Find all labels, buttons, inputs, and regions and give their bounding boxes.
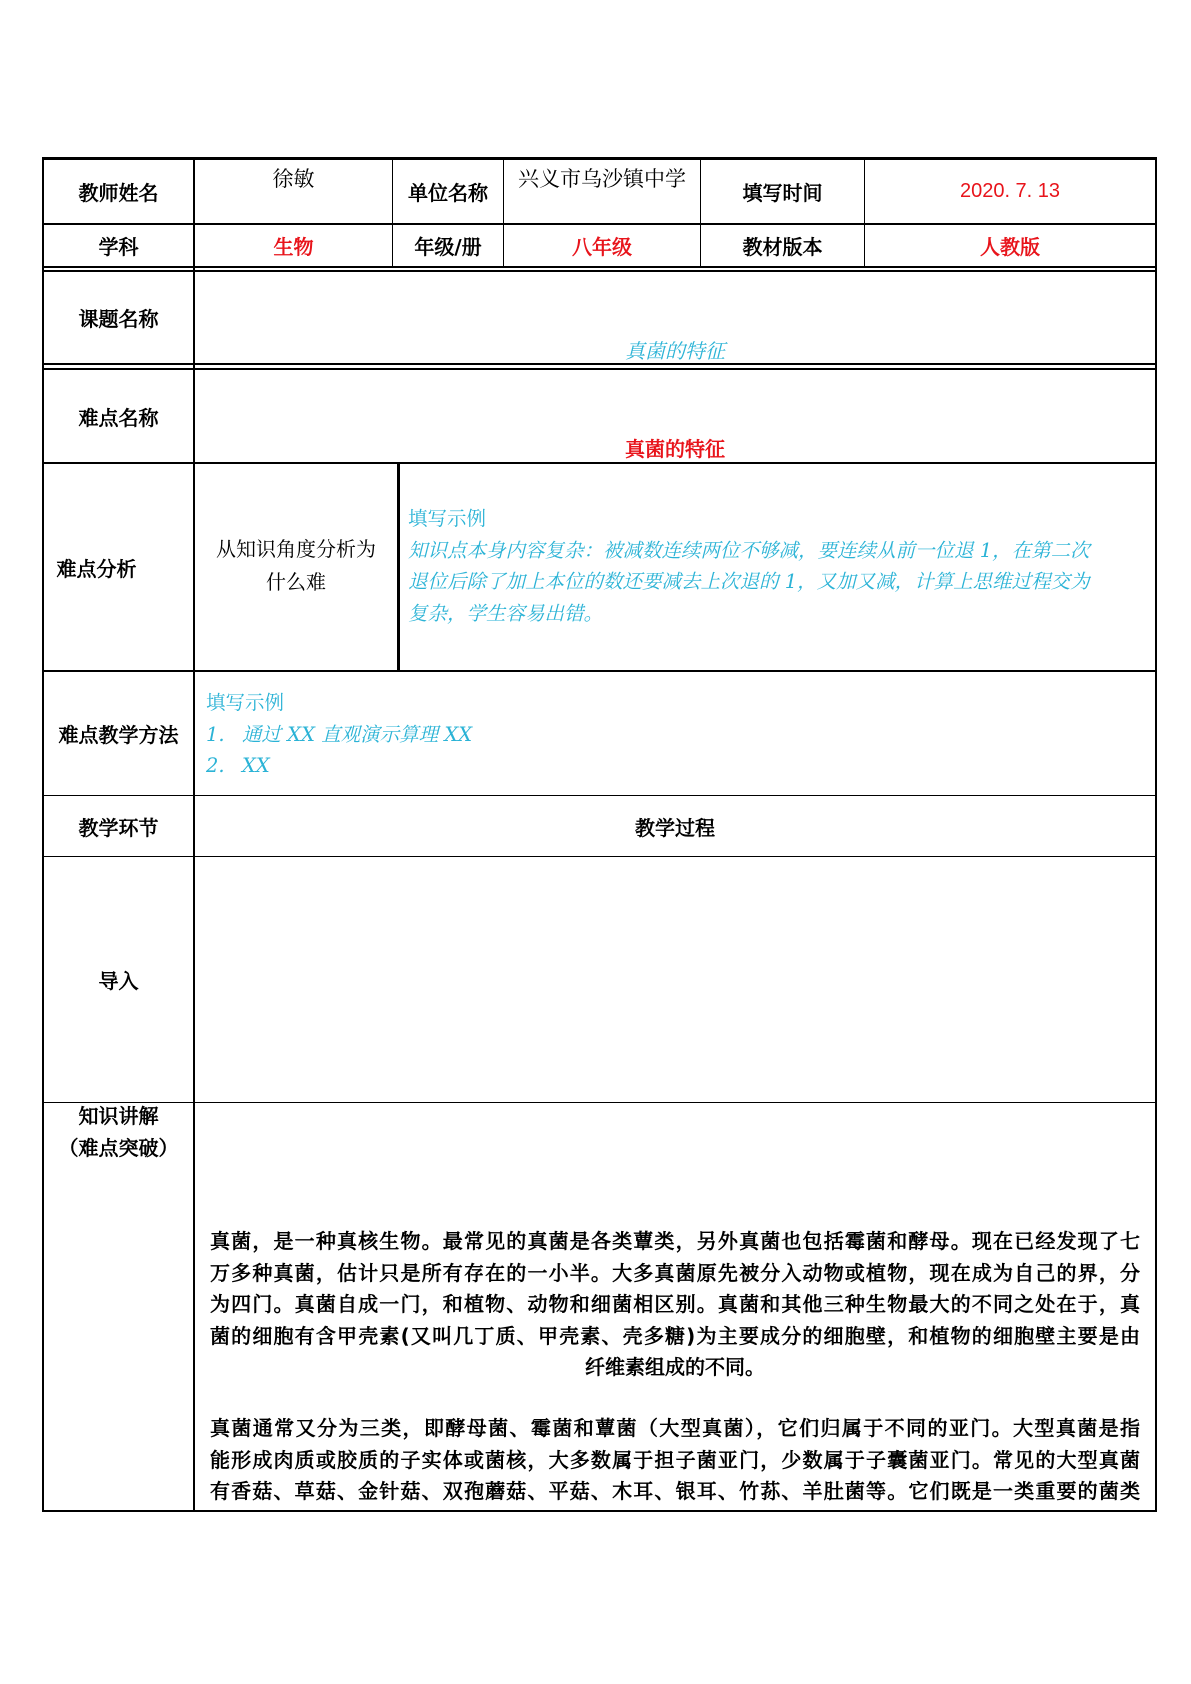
method-item-number: 1. xyxy=(206,722,225,746)
method-example-title: 填写示例 xyxy=(206,691,285,714)
row-divider xyxy=(42,363,1157,365)
method-item xyxy=(206,719,1106,751)
paragraph-line: 纤维素组成的不同。 xyxy=(585,1355,765,1379)
knowledge-label-line: 知识讲解 xyxy=(78,1104,159,1128)
analysis-example xyxy=(408,503,1153,629)
grade-value: 八年级 xyxy=(572,235,632,259)
knowledge-label xyxy=(44,1100,193,1164)
grade-label: 年级/册 xyxy=(414,235,482,259)
analysis-sub-label-line: 从知识角度分析为 xyxy=(216,537,376,561)
date-label: 填写时间 xyxy=(742,181,823,205)
topic-label: 课题名称 xyxy=(78,307,159,331)
row-divider xyxy=(42,270,1157,272)
process-label: 教学过程 xyxy=(635,815,715,840)
method-item xyxy=(206,750,1106,782)
paragraph-line: 有香菇、草菇、金针菇、双孢蘑菇、平菇、木耳、银耳、竹荪、羊肚菌等。它们既是一类重要的菌类 xyxy=(210,1479,1140,1503)
method-example xyxy=(206,687,1106,782)
date-value: 2020. 7. 13 xyxy=(959,180,1061,202)
row-divider xyxy=(42,368,1157,370)
row-divider xyxy=(42,1102,1157,1103)
analysis-example-line: 退位后除了加上本位的数还要减去上次退的 1，又加又减，计算上思维过程交为 xyxy=(408,570,1090,593)
analysis-label: 难点分析 xyxy=(56,556,137,581)
difficulty-label: 难点名称 xyxy=(78,405,159,430)
paragraph-line: 真菌，是一种真核生物。最常见的真菌是各类蕈类，另外真菌也包括霉菌和酵母。现在已经发现了七 xyxy=(210,1229,1140,1253)
analysis-sub-label xyxy=(195,533,397,603)
method-item-text: XX xyxy=(242,754,270,777)
teacher-label: 教师姓名 xyxy=(78,181,159,205)
stage-label: 教学环节 xyxy=(78,815,159,840)
edition-value: 人教版 xyxy=(980,235,1040,259)
row-divider xyxy=(42,856,1157,857)
analysis-example-title: 填写示例 xyxy=(408,507,487,530)
analysis-example-line: 复杂，学生容易出错。 xyxy=(408,601,604,625)
paragraph-line: 万多种真菌，估计只是所有存在的一小半。大多真菌原先被分入动物或植物，现在成为自己的界，分 xyxy=(210,1260,1140,1285)
method-item-number: 2. xyxy=(206,754,225,777)
paragraph-line: 真菌通常又分为三类，即酵母菌、霉菌和蕈菌（大型真菌），它们归属于不同的亚门。大型真菌是指 xyxy=(210,1416,1140,1440)
paragraph-line: 能形成肉质或胶质的子实体或菌核，大多数属于担子菌亚门，少数属于子囊菌亚门。常见的大型真菌 xyxy=(210,1447,1140,1472)
row-divider xyxy=(42,462,1157,464)
row-divider xyxy=(42,266,1157,268)
edition-label: 教材版本 xyxy=(742,235,823,259)
column-divider xyxy=(397,462,400,672)
intro-label: 导入 xyxy=(98,969,139,993)
knowledge-label-line: （难点突破） xyxy=(58,1136,179,1160)
table-border-bottom xyxy=(42,1510,1157,1512)
analysis-example-line: 知识点本身内容复杂：被减数连续两位不够减，要连续从前一位退 1，在第二次 xyxy=(408,538,1090,562)
paragraph-line: 为四门。真菌自成一门，和植物、动物和细菌相区别。真菌和其他三种生物最大的不同之处在于，真 xyxy=(210,1292,1140,1316)
teacher-value: 徐敏 xyxy=(272,167,315,191)
table-border-right xyxy=(1155,157,1157,1512)
knowledge-paragraph xyxy=(210,1413,1140,1508)
topic-value: 真菌的特征 xyxy=(625,339,725,363)
method-item-text: 通过 XX 直观演示算理 XX xyxy=(242,722,473,746)
unit-value: 兴义市乌沙镇中学 xyxy=(518,167,686,191)
paragraph-line: 菌的细胞有含甲壳素(又叫几丁质、甲壳素、壳多糖)为主要成分的细胞壁，和植物的细胞壁主要是由 xyxy=(210,1323,1140,1348)
method-label: 难点教学方法 xyxy=(58,723,179,747)
unit-label: 单位名称 xyxy=(408,181,488,205)
row-divider xyxy=(42,670,1157,672)
analysis-sub-label-line: 什么难 xyxy=(266,570,326,594)
subject-value: 生物 xyxy=(273,235,314,259)
difficulty-value: 真菌的特征 xyxy=(625,437,725,461)
subject-label: 学科 xyxy=(98,235,139,259)
knowledge-paragraph xyxy=(210,1226,1140,1384)
